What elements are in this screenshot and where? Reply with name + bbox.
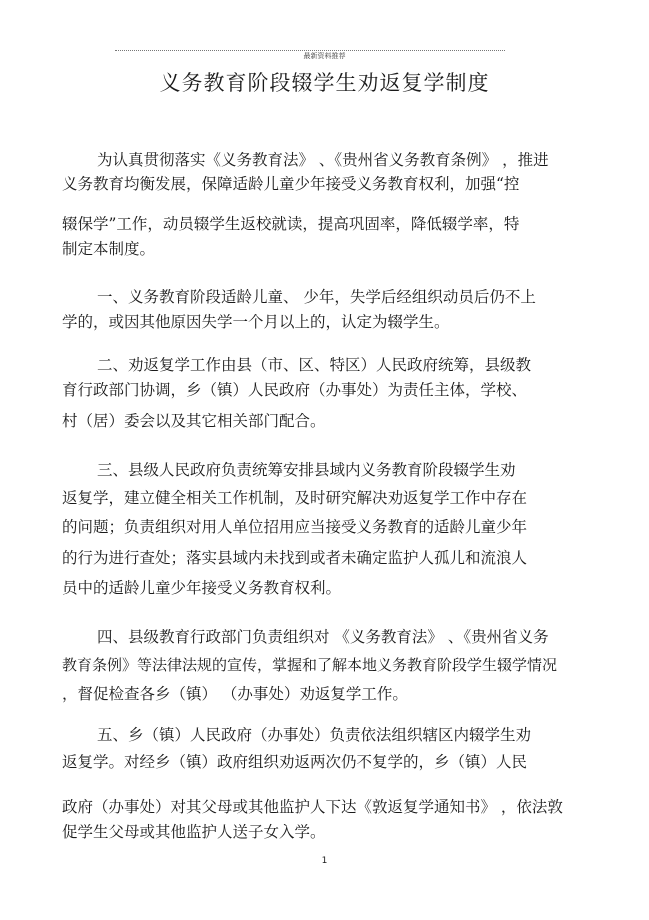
- text-line: 五、乡（镇）人民政府（办事处）负责依法组织辖区内辍学生劝: [97, 726, 532, 744]
- text-line: 为认真贯彻落实《义务教育法》 、《贵州省义务教育条例》 ，推进: [97, 151, 549, 169]
- text-line: 返复学。对经乡（镇）政府组织劝返两次仍不复学的，乡（镇）人民: [62, 753, 528, 771]
- text-line: 制定本制度。: [62, 240, 156, 258]
- header-label-text: 最新资料推荐: [300, 52, 350, 60]
- text-line: 三、县级人民政府负责统筹安排县域内义务教育阶段辍学生劝: [97, 461, 516, 479]
- text-line: 返复学，建立健全相关工作机制，及时研究解决劝返复学工作中存在: [62, 489, 528, 507]
- text-line: 的行为进行查处；落实县域内未找到或者未确定监护人孤儿和流浪人: [62, 549, 528, 567]
- text-line: 一、义务教育阶段适龄儿童、 少年，失学后经组织动员后仍不上: [97, 288, 536, 306]
- text-line: ，督促检查各乡（镇） （办事处）劝返复学工作。: [62, 685, 408, 703]
- text-line: 政府（办事处）对其父母或其他监护人下达《敦返复学通知书》 ，依法敦: [62, 798, 563, 816]
- text-line: 四、县级教育行政部门负责组织对 《义务教育法》 、《贵州省义务: [97, 628, 549, 646]
- text-line: 促学生父母或其他监护人送子女入学。: [62, 823, 326, 841]
- text-line: 村（居）委会以及其它相关部门配合。: [62, 412, 326, 430]
- header-label: [0, 43, 649, 62]
- text-line: 员中的适龄儿童少年接受义务教育权利。: [62, 579, 342, 597]
- page-number: 1: [321, 856, 328, 866]
- document-title: 义务教育阶段辍学生劝返复学制度: [159, 71, 490, 95]
- text-line: 育行政部门协调，乡（镇）人民政府（办事处）为责任主体，学校、: [62, 381, 528, 399]
- text-line: 的问题；负责组织对用人单位招用应当接受义务教育的适龄儿童少年: [62, 518, 528, 536]
- text-line: 二、劝返复学工作由县（市、区、特区）人民政府统筹，县级教: [97, 356, 532, 374]
- text-line: 义务教育均衡发展，保障适龄儿童少年接受义务教育权利，加强“控: [62, 175, 520, 193]
- text-line: 学的，或因其他原因失学一个月以上的，认定为辍学生。: [62, 313, 450, 331]
- text-line: 辍保学”工作，动员辍学生返校就读，提高巩固率，降低辍学率，特: [62, 215, 520, 233]
- text-line: 教育条例》等法律法规的宣传，掌握和了解本地义务教育阶段学生辍学情况: [62, 656, 558, 674]
